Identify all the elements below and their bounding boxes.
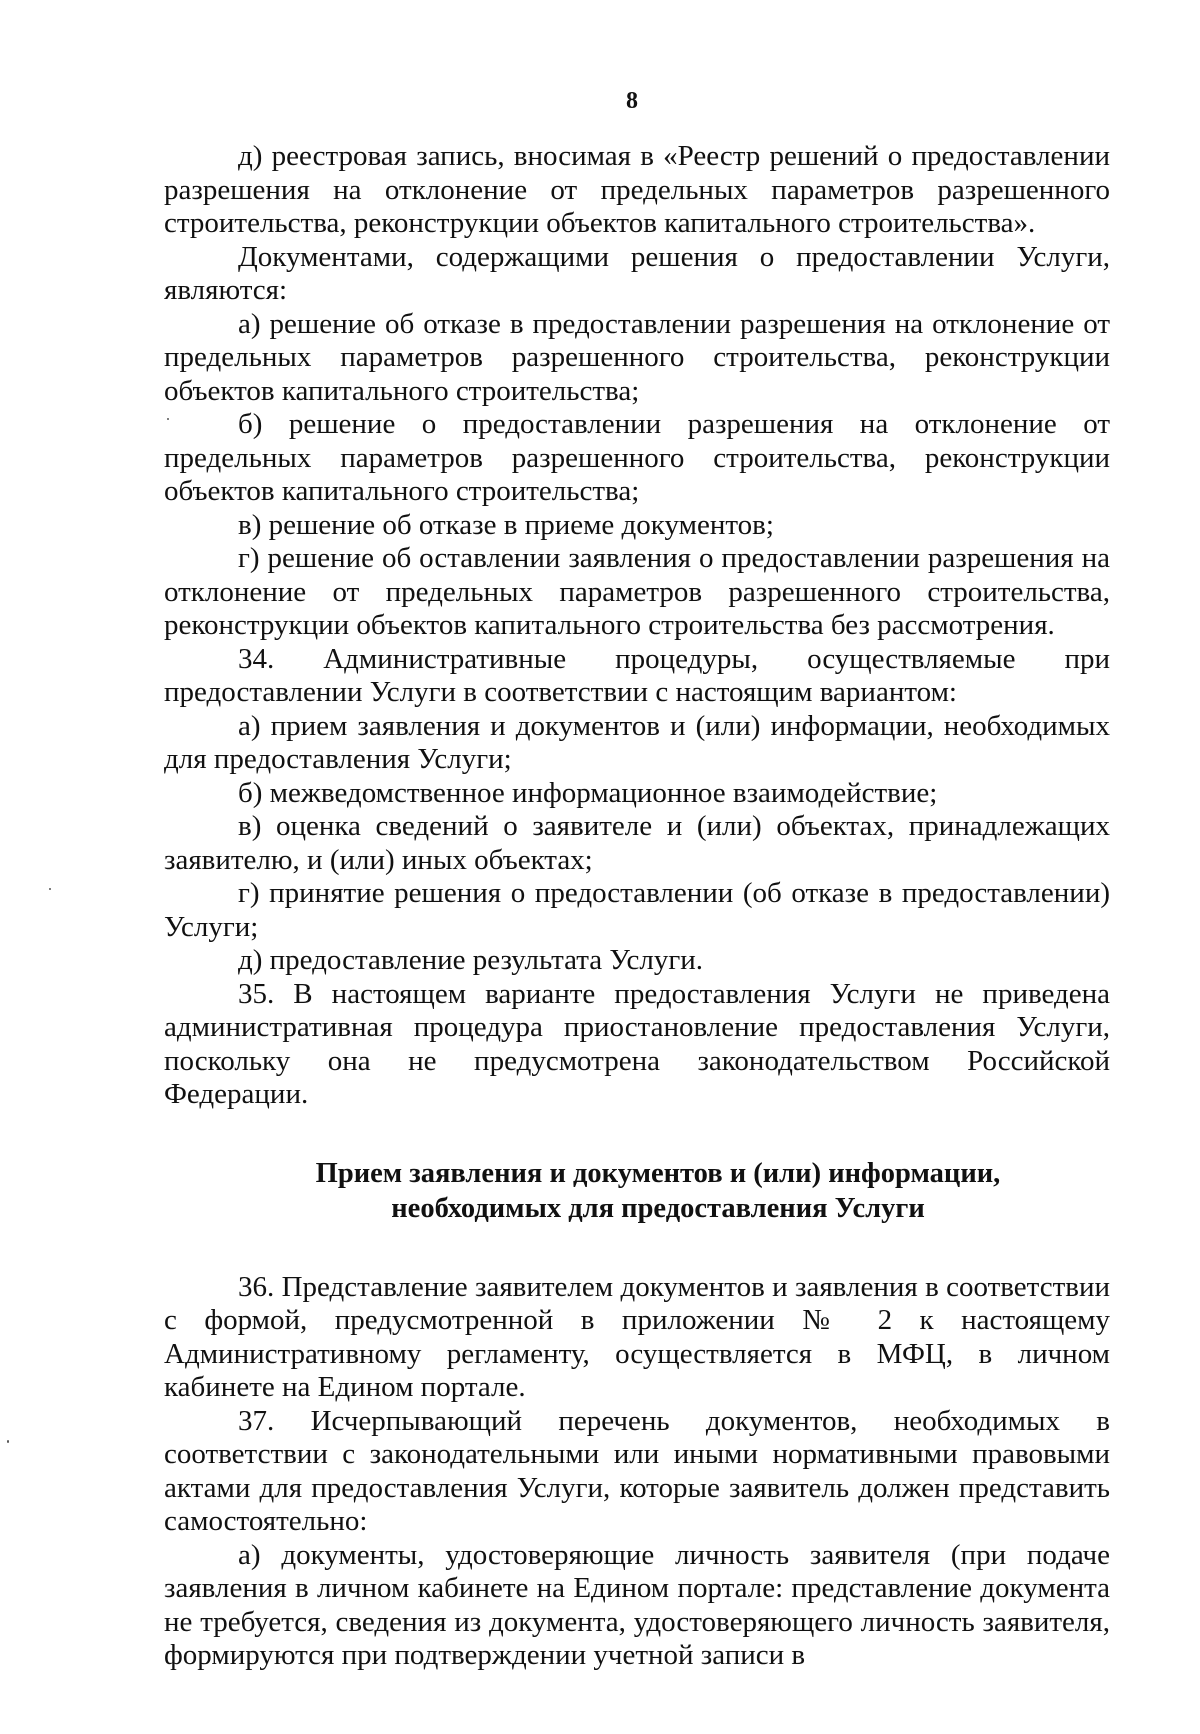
paragraph: д) реестровая запись, вносимая в «Реестр решений о предоставлении разрешения на отклонение от предельных параметров разрешенного строительства, реконструкции объектов капитального строительства». bbox=[164, 140, 1110, 239]
section-heading-line: Прием заявления и документов и (или) информации, bbox=[315, 1157, 1001, 1189]
paragraph: в) оценка сведений о заявителе и (или) объектах, принадлежащих заявителю, и (или) иных объектах; bbox=[164, 810, 1110, 876]
paragraph: б) решение о предоставлении разрешения на отклонение от предельных параметров разрешенного строительства, реконструкции объектов капитального строительства; bbox=[164, 408, 1110, 507]
paragraph: д) предоставление результата Услуги. bbox=[238, 944, 703, 976]
paragraph: 35. В настоящем варианте предоставления Услуги не приведена административная процедура приостановление предоставления Услуги, поскольку она не предусмотрена законодательством Российской Федерации. bbox=[164, 977, 1110, 1110]
paragraph: г) принятие решения о предоставлении (об отказе в предоставлении) Услуги; bbox=[164, 877, 1110, 943]
paragraph: 34. Административные процедуры, осуществляемые при предоставлении Услуги в соответствии с настоящим вариантом: bbox=[164, 642, 1110, 708]
page-number: 8 bbox=[626, 88, 638, 114]
scan-speck bbox=[7, 1440, 9, 1443]
paragraph: б) межведомственное информационное взаимодействие; bbox=[238, 776, 938, 809]
scan-speck bbox=[49, 888, 51, 890]
paragraph: а) прием заявления и документов и (или) информации, необходимых для предоставления Услуги; bbox=[164, 709, 1110, 775]
paragraph: 36. Представление заявителем документов и заявления в соответствии с формой, предусмотренной в приложении № 2 к настоящему Административному регламенту, осуществляется в МФЦ, в личном кабинете на Едином портале. bbox=[164, 1270, 1110, 1403]
paragraph: г) решение об оставлении заявления о предоставлении разрешения на отклонение от предельных параметров разрешенного строительства, реконструкции объектов капитального строительства без рассмотрения. bbox=[164, 542, 1110, 641]
section-heading bbox=[164, 1156, 1110, 1226]
paragraph: 37. Исчерпывающий перечень документов, необходимых в соответствии с законодательными или иными нормативными правовыми актами для предоставления Услуги, которые заявитель должен представить самостоятельно: bbox=[164, 1404, 1110, 1537]
paragraph: а) решение об отказе в предоставлении разрешения на отклонение от предельных параметров разрешенного строительства, реконструкции объектов капитального строительства; bbox=[164, 307, 1110, 407]
document-body bbox=[164, 140, 1110, 1673]
paragraph: а) документы, удостоверяющие личность заявителя (при подаче заявления в личном кабинете на Едином портале: представление документа не требуется, сведения из документа, удостоверяющего личность заявителя, формируются при подтверждении учетной записи в bbox=[164, 1538, 1110, 1671]
section-heading-line: необходимых для предоставления Услуги bbox=[391, 1192, 925, 1224]
paragraph: в) решение об отказе в приеме документов; bbox=[238, 508, 774, 541]
scan-speck bbox=[167, 418, 169, 420]
paragraph: Документами, содержащими решения о предоставлении Услуги, являются: bbox=[164, 240, 1110, 306]
